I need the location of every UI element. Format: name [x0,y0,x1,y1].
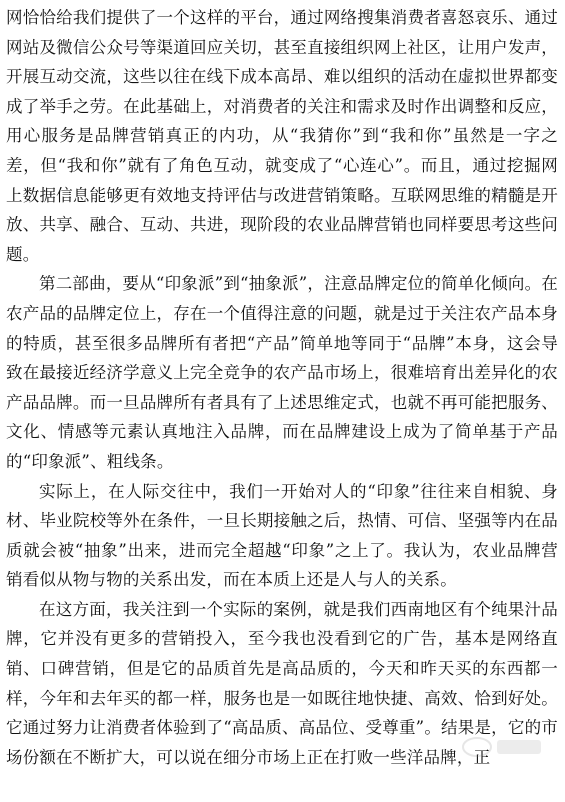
paragraph-1: 网恰恰给我们提供了一个这样的平台，通过网络搜集消费者喜怒哀乐、通过网站及微信公众号等渠道回应关切，甚至直接组织网上社区，让用户发声，开展互动交流，这些以往在线下成本高昂、难以组织的活动在虚拟世界都变成了举手之劳。在此基础上，对消费者的关注和需求及时作出调整和反应，用心服务是品牌营销真正的内功，从“我猜你”到“我和你”虽然是一字之差，但“我和你”就有了角色互动，就变成了“心连心”。而且，通过挖掘网上数据信息能够更有效地支持评估与改进营销策略。互联网思维的精髓是开放、共享、融合、互动、共进，现阶段的农业品牌营销也同样要思考这些问题。 [6,8,558,264]
paragraph-4: 在这方面，我关注到一个实际的案例，就是我们西南地区有个纯果汁品牌，它并没有更多的营销投入，至今我也没看到它的广告，基本是网络直销、口碑营销，但是它的品质首先是高品质的，今天和昨天买的东西都一样，今年和去年买的都一样，服务也是一如既往地快捷、高效、恰到好处。它通过努力让消费者体验到了“高品质、高品位、受尊重”。结果是，它的市场份额在不断扩大，可以说在细分市场上正在打败一些洋品牌，正 [6,599,558,767]
paragraph-3: 实际上，在人际交往中，我们一开始对人的“印象”往往来自相貌、身材、毕业院校等外在条件，一旦长期接触之后，热情、可信、坚强等内在品质就会被“抽象”出来，进而完全超越“印象”之上了。我认为，农业品牌营销看似从物与物的关系出发，而在本质上还是人与人的关系。 [6,481,558,590]
paragraph-2: 第二部曲，要从“印象派”到“抽象派”，注意品牌定位的简单化倾向。在农产品的品牌定位上，存在一个值得注意的问题，就是过于关注农产品本身的特质，甚至很多品牌所有者把“产品”简单地等同于“品牌”本身，这会导致在最接近经济学意义上完全竞争的农产品市场上，很难培育出差异化的农产品品牌。而一旦品牌所有者具有了上述思维定式，也就不再可能把服务、文化、情感等元素认真地注入品牌，而在品牌建设上成为了简单基于产品的“印象派”、粗线条。 [6,274,558,471]
document-page [6,3,558,772]
